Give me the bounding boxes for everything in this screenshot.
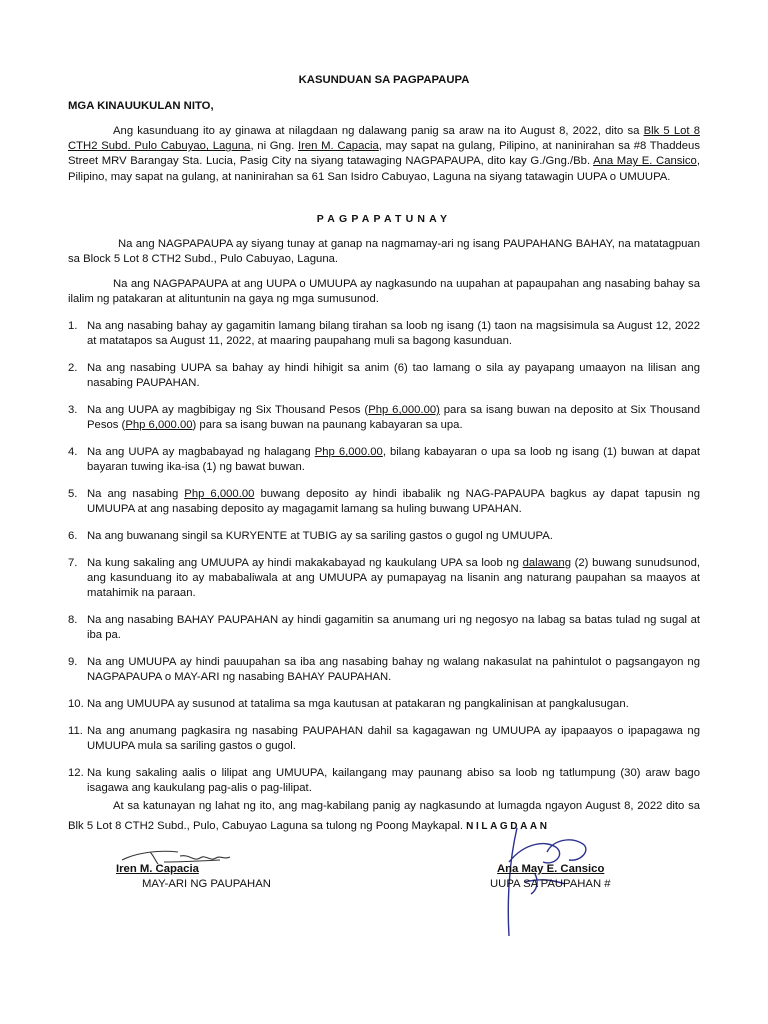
term-text: Na ang UUPA ay magbibigay ng Six Thousand Pesos ( bbox=[87, 404, 369, 416]
term-item bbox=[68, 724, 700, 754]
term-amount: Php 6,000.00) bbox=[368, 404, 440, 416]
term-number: 5. bbox=[68, 488, 78, 500]
term-item bbox=[68, 697, 700, 712]
term-item bbox=[68, 445, 700, 475]
intro-text-2: , ni Gng. bbox=[250, 140, 298, 153]
term-text: (2) buwang sunudsunod, ang kasunduang ito ay mababaliwala at ang UMUUPA ay pumapayag na lisanin ang naturang paupahan sa maayos at matahimik na paraan. bbox=[87, 556, 700, 600]
salutation: MGA KINAUUKULAN NITO, bbox=[68, 100, 214, 112]
closing-paragraph bbox=[68, 796, 700, 837]
term-item bbox=[68, 529, 700, 544]
term-number: 11. bbox=[68, 724, 83, 737]
term-text: Na kung sakaling aalis o lilipat ang UMUUPA, kailangang may paunang abiso sa loob ng tatlumpung (30) araw bago isagawa ang kaukulang pag-alis o pag-lilipat. bbox=[87, 766, 700, 794]
term-item bbox=[68, 361, 700, 391]
term-number: 1. bbox=[68, 320, 78, 332]
term-number: 8. bbox=[68, 614, 78, 626]
term-text: buwang deposito ay hindi ibabalik ng NAG-PAPAUPA bagkus ay dapat tapusin ng UMUUPA at ang nasabing deposito ay magagamit lamang sa huling buwang UPAHAN. bbox=[87, 488, 700, 516]
term-text: ) para sa isang buwan na paunang kabayaran sa upa. bbox=[192, 419, 463, 432]
ownership-paragraph: Na ang NAGPAPAUPA ay siyang tunay at ganap na nagmamay-ari ng isang PAUPAHANG BAHAY, na matatagpuan sa Block 5 Lot 8 CTH2 Subd., Pulo Cabuyao, Laguna. bbox=[68, 238, 700, 266]
lessor-role: MAY-ARI NG PAUPAHAN bbox=[142, 878, 271, 890]
term-number: 7. bbox=[68, 556, 78, 569]
intro-text-4: , Pilipino, may sapat na gulang, at naninirahan sa 61 San Isidro Cabuyao, Laguna na siyang tatawagin UUPA o UMUUPA. bbox=[68, 155, 700, 183]
closing-text: At sa katunayan ng lahat ng ito, ang mag-kabilang panig ay nagkasundo at lumagda ngayon August 8, 2022 dito sa Blk 5 Lot 8 CTH2 Subd., Pulo, Cabuyao Laguna sa tulong ng Poong Maykapal. bbox=[68, 800, 700, 832]
term-emphasis: dalawang bbox=[522, 556, 571, 569]
lessee-name: Ana May E. Cansico bbox=[593, 155, 697, 168]
terms-list bbox=[68, 319, 700, 808]
term-text: Na ang nasabing BAHAY PAUPAHAN ay hindi gagamitin sa anumang uri ng negosyo na labag sa batas tulad ng sugal at iba pa. bbox=[87, 614, 700, 642]
term-item bbox=[68, 487, 700, 517]
lessee-printed-name: Ana May E. Cansico bbox=[497, 863, 605, 875]
term-text: Na kung sakaling ang UMUUPA ay hindi makakabayad ng kaukulang UPA sa loob ng bbox=[87, 556, 523, 569]
term-number: 9. bbox=[68, 656, 78, 668]
term-number: 3. bbox=[68, 404, 78, 416]
term-text: Na ang anumang pagkasira ng nasabing PAUPAHAN dahil sa kagagawan ng UMUUPA ay ipapaayos o ipapagawa ng UMUUPA mula sa sariling gastos o gugol. bbox=[87, 724, 700, 752]
term-text: Na ang nasabing UUPA sa bahay ay hindi hihigit sa anim (6) tao lamang o sila ay payapang umaayon na lilisan ang nasabing PAUPAHAN. bbox=[87, 362, 700, 390]
term-item bbox=[68, 403, 700, 433]
term-text: Na ang UMUUPA ay hindi pauupahan sa iba ang nasabing bahay ng walang nakasulat na pahintulot o pagsangayon ng NAGPAPAUPA o MAY-ARI ng nasabing BAHAY PAUPAHAN. bbox=[87, 656, 700, 684]
document-title: KASUNDUAN SA PAGPAPAUPA bbox=[298, 74, 470, 86]
term-item bbox=[68, 556, 700, 602]
term-number: 2. bbox=[68, 362, 78, 374]
term-text: Na ang UMUUPA ay susunod at tatalima sa mga kautusan at patakaran ng pangkalinisan at pangkalusugan. bbox=[87, 698, 629, 710]
term-number: 12. bbox=[68, 766, 84, 779]
lessee-role: UUPA SA PAUPAHAN # bbox=[490, 878, 611, 890]
term-item bbox=[68, 319, 700, 349]
term-text: Na ang nasabing bahay ay gagamitin lamang bilang tirahan sa loob ng isang (1) taon na magsisimula sa August 12, 2022 at matatapos sa August 11, 2022, at maaring paupahang muli sa bagong kasunduan. bbox=[87, 320, 700, 348]
term-amount: Php 6,000.00 bbox=[314, 446, 383, 458]
term-text: , bilang kabayaran o upa sa loob ng isang (1) buwan at dapat bayaran tuwing ika-isa (1) ng bawat buwan. bbox=[87, 446, 700, 474]
term-number: 10. bbox=[68, 698, 84, 710]
term-text: Na ang buwanang singil sa KURYENTE at TUBIG ay sa sariling gastos o gugol ng UMUUPA. bbox=[87, 530, 553, 542]
intro-text-1: Ang kasunduang ito ay ginawa at nilagdaan ng dalawang panig sa araw na ito August 8, 2022, dito sa bbox=[113, 125, 644, 137]
term-text: para sa isang buwan na deposito at Six Thousand Pesos ( bbox=[87, 404, 700, 432]
term-amount: Php 6,000.00 bbox=[125, 419, 193, 432]
term-amount: Php 6,000.00 bbox=[184, 488, 255, 500]
term-item bbox=[68, 766, 700, 796]
property-address: Blk 5 Lot 8 CTH2 Subd. Pulo Cabuyao, Laguna bbox=[68, 125, 700, 153]
intro-paragraph bbox=[68, 124, 700, 185]
term-number: 4. bbox=[68, 446, 78, 458]
section-heading: PAGPAPATUNAY bbox=[316, 213, 452, 225]
agreement-paragraph: Na ang NAGPAPAUPA at ang UUPA o UMUUPA ay nagkasundo na uupahan at papaupahan ang nasabing bahay sa ilalim ng patakaran at alituntunin na gaya ng mga sumusunod. bbox=[68, 278, 700, 306]
nilagdaan-label: NILAGDAAN bbox=[466, 821, 550, 832]
term-item bbox=[68, 613, 700, 643]
intro-text-3: , may sapat na gulang, Pilipino, at naninirahan sa #8 Thaddeus Street MRV Barangay Sta. Lucia, Pasig City na siyang tatawaging NAGPAPAUPA, dito kay G./Gng./Bb. bbox=[68, 140, 700, 168]
term-item bbox=[68, 655, 700, 685]
term-number: 6. bbox=[68, 530, 78, 542]
term-text: Na ang UUPA ay magbabayad ng halagang bbox=[87, 446, 315, 458]
lessor-printed-name: Iren M. Capacia bbox=[116, 863, 199, 875]
term-text: Na ang nasabing bbox=[87, 488, 185, 500]
lessor-name: Iren M. Capacia bbox=[297, 140, 379, 153]
